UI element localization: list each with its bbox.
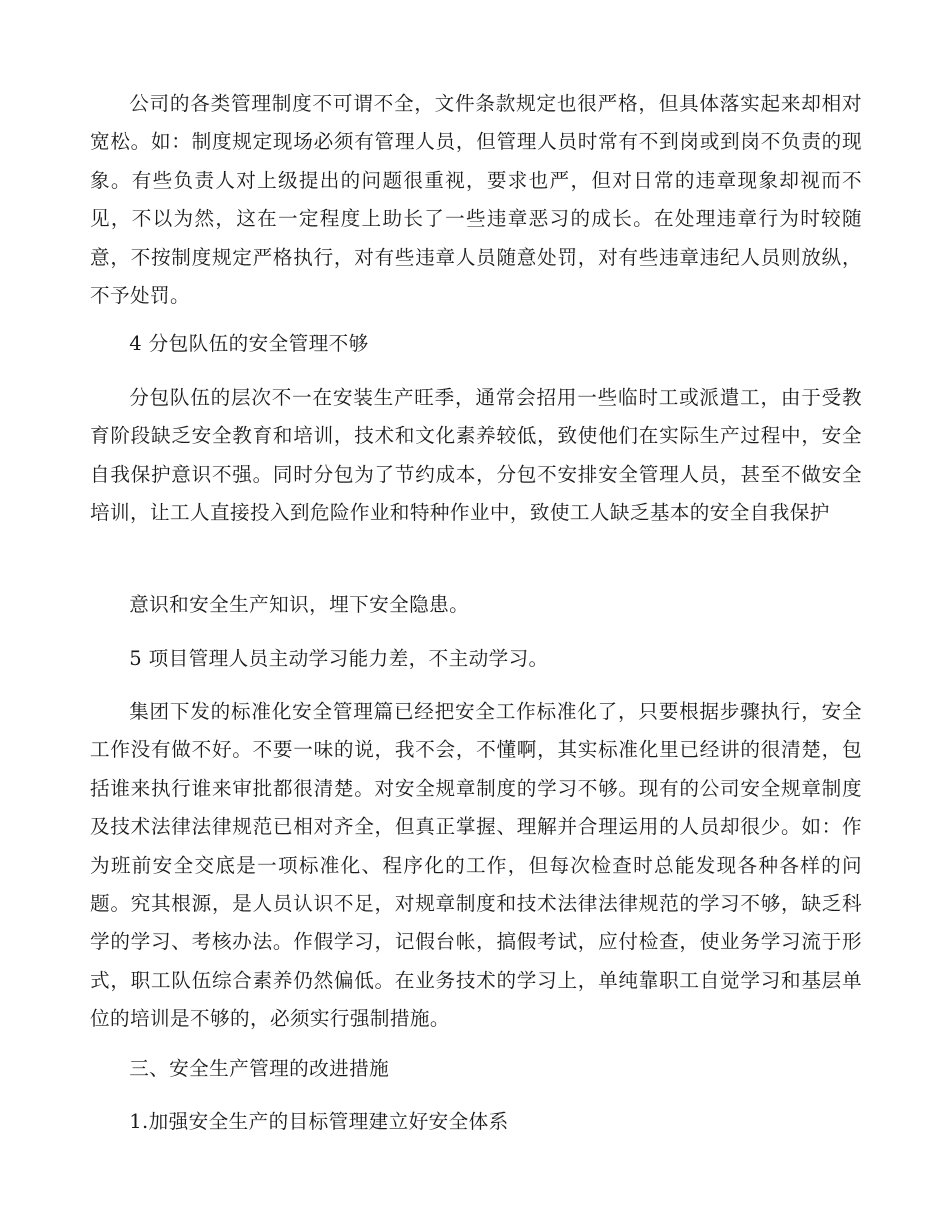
subsection-heading-target-management: 1.加强安全生产的目标管理建立好安全体系 bbox=[129, 1110, 509, 1133]
section-heading-subcontractor: 4 分包队伍的安全管理不够 bbox=[129, 332, 369, 355]
section-heading-learning: 5 项目管理人员主动学习能力差，不主动学习。 bbox=[129, 647, 549, 670]
paragraph-learning: 集团下发的标准化安全管理篇已经把安全工作标准化了，只要根据步骤执行，安全工作没有做不好。不要一味的说，我不会，不懂啊，其实标准化里已经讲的很清楚，包括谁来执行谁来审批都很清楚。对安全规章制度的学习不够。现有的公司安全规章制度及技术法律法律规范已相对齐全，但真正掌握、理解并合理运用的人员却很少。如：作为班前安全交底是一项标准化、程序化的工作，但每次检查时总能发现各种各样的问题。究其根源，是人员认识不足，对规章制度和技术法律法律规范的学习不够，缺乏科学的学习、考核办法。作假学习，记假台帐，搞假考试，应付检查，使业务学习流于形式，职工队伍综合素养仍然偏低。在业务技术的学习上，单纯靠职工自觉学习和基层单位的培训是不够的，必须实行强制措施。 bbox=[90, 700, 862, 1031]
paragraph-management-system: 公司的各类管理制度不可谓不全，文件条款规定也很严格，但具体落实起来却相对宽松。如：制度规定现场必须有管理人员，但管理人员时常有不到岗或到岗不负责的现象。有些负责人对上级提出的问题很重视，要求也严，但对日常的违章现象却视而不见，不以为然，这在一定程度上助长了一些违章恶习的成长。在处理违章行为时较随意，不按制度规定严格执行，对有些违章人员随意处罚，对有些违章违纪人员则放纵，不予处罚。 bbox=[90, 92, 862, 308]
section-heading-improvement: 三、安全生产管理的改进措施 bbox=[129, 1057, 390, 1080]
paragraph-subcontractor: 分包队伍的层次不一在安装生产旺季，通常会招用一些临时工或派遣工，由于受教育阶段缺乏安全教育和培训，技术和文化素养较低，致使他们在实际生产过程中，安全自我保护意识不强。同时分包为了节约成本，分包不安排安全管理人员，甚至不做安全培训，让工人直接投入到危险作业和特种作业中，致使工人缺乏基本的安全自我保护 bbox=[90, 386, 862, 525]
paragraph-safety-awareness: 意识和安全生产知识，埋下安全隐患。 bbox=[129, 593, 470, 616]
